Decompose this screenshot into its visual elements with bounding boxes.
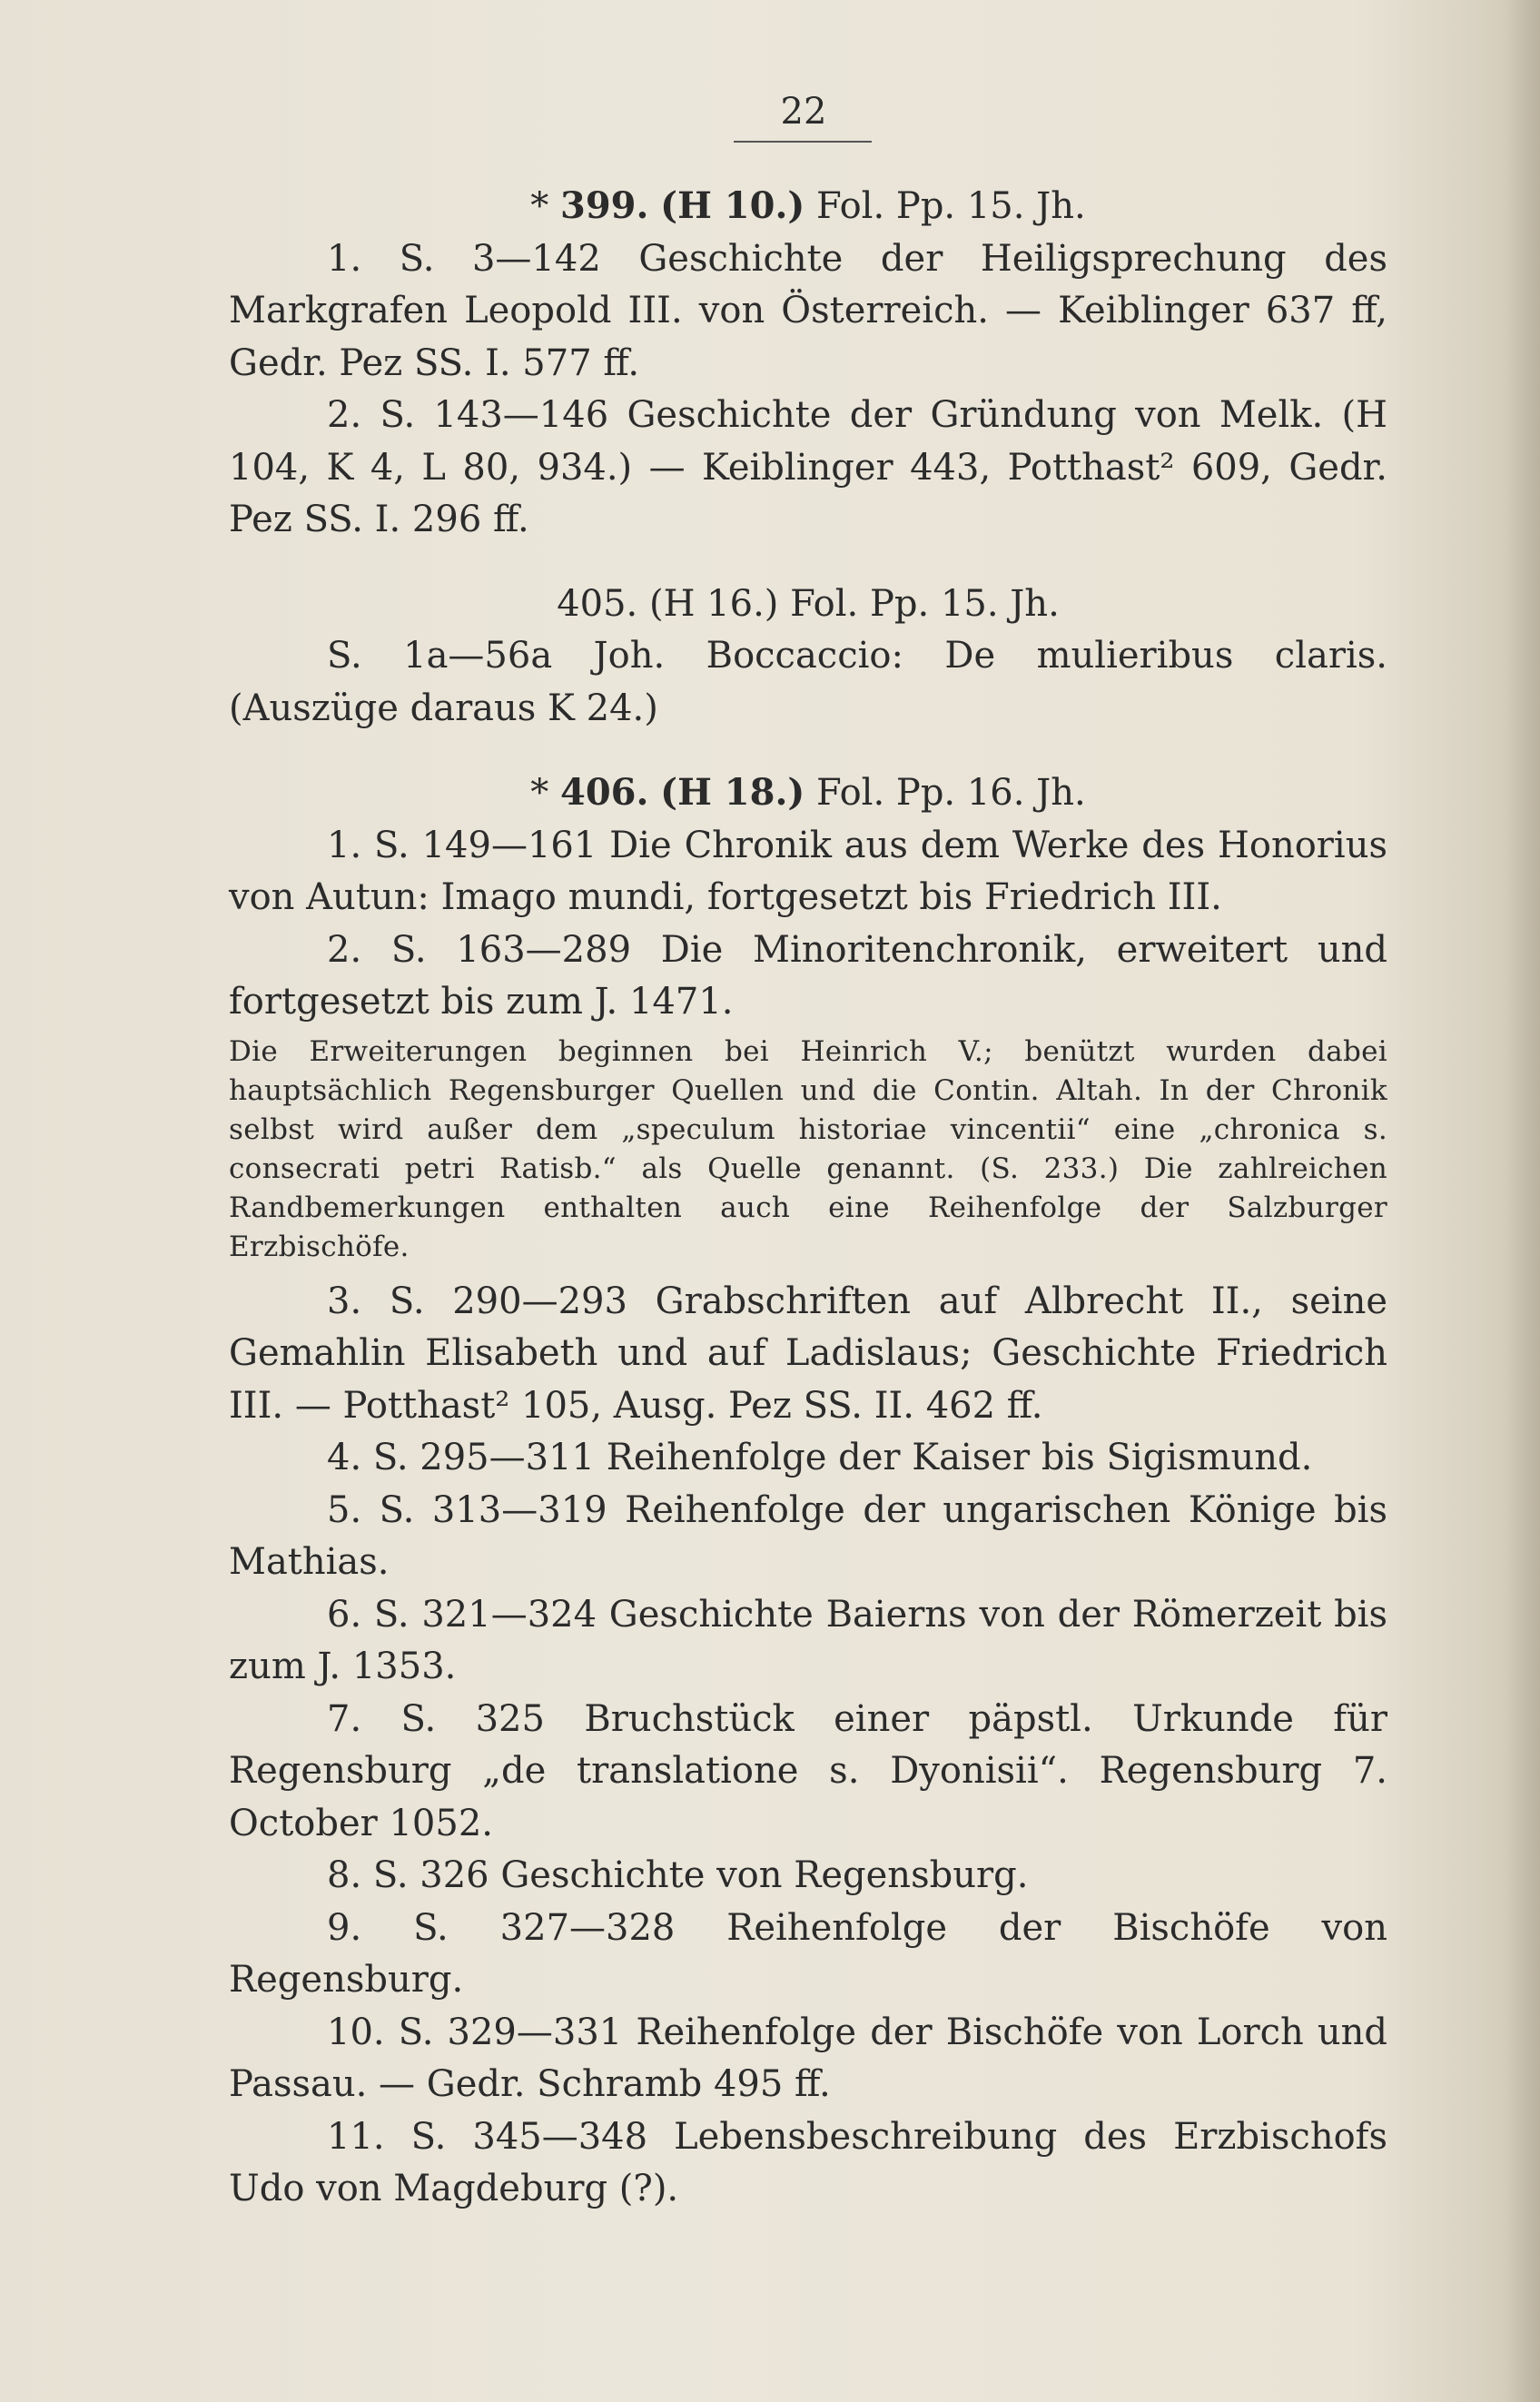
entry-heading-406 [229,766,1387,820]
entry-number: 406. [560,771,649,814]
entry-item: 2. S. 143—146 Geschichte der Gründung von Melk. (H 104, K 4, L 80, 934.) — Keiblinger 443, Potthast² 609, Gedr. Pez SS. I. 296 ff. [229,394,1387,540]
page-edge-shadow [1504,0,1540,2402]
entry-item: 4. S. 295—311 Reihenfolge der Kaiser bis Sigismund. [327,1437,1313,1478]
entry-heading-405: 405. (H 16.) Fol. Pp. 15. Jh. [557,582,1060,625]
entry-star: * [530,772,560,814]
entry-heading-399 [229,180,1387,233]
entry-signature: (H 18.) [660,771,805,814]
page-number: 22 [780,91,827,133]
entry-item: 1. S. 149—161 Die Chronik aus dem Werke des Honorius von Autun: Imago mundi, fortgesetzt bis Friedrich III. [229,824,1387,918]
entry-item: 8. S. 326 Geschichte von Regensburg. [327,1854,1029,1896]
entry-item: 10. S. 329—331 Reihenfolge der Bischöfe von Lorch und Passau. — Gedr. Schramb 495 ff. [229,2011,1387,2105]
entry-item: 3. S. 290—293 Grabschriften auf Albrecht II., seine Gemahlin Elisabeth und auf Ladislaus; Geschichte Friedrich III. — Potthast² 105, Ausg. Pez SS. II. 462 ff. [229,1280,1387,1427]
entry-item: 6. S. 321—324 Geschichte Baierns von der Römerzeit bis zum J. 1353. [229,1593,1387,1687]
entry-star: * [530,185,560,227]
entry-description: Fol. Pp. 15. Jh. [816,185,1086,227]
entry-item: 9. S. 327—328 Reihenfolge der Bischöfe von Regensburg. [229,1906,1387,2001]
entry-item: 1. S. 3—142 Geschichte der Heiligsprechung des Markgrafen Leopold III. von Österreich. — Keiblinger 637 ff, Gedr. Pez SS. I. 577 ff. [229,237,1387,384]
entry-signature: (H 10.) [660,184,805,227]
entry-item: 5. S. 313—319 Reihenfolge der ungarischen Könige bis Mathias. [229,1488,1387,1583]
entry-note: Die Erweiterungen beginnen bei Heinrich V.; benützt wurden dabei hauptsächlich Regensburger Quellen und die Contin. Altah. In der Chronik selbst wird außer dem „speculum historiae vincentii“ eine „chronica s. consecrati petri Ratisb.“ als Quelle genannt. (S. 233.) Die zahlreichen Randbemerkungen enthalten auch eine Reihenfolge der Salzburger Erzbischöfe. [229,1034,1387,1263]
entry-item: 2. S. 163—289 Die Minoritenchronik, erweitert und fortgesetzt bis zum J. 1471. [229,928,1387,1023]
entry-item: 7. S. 325 Bruchstück einer päpstl. Urkunde für Regensburg „de translatione s. Dyonisii“. Regensburg 7. October 1052. [229,1697,1387,1844]
page-number-rule [734,141,872,143]
entry-item: S. 1a—56a Joh. Boccaccio: De mulieribus claris. (Auszüge daraus K 24.) [229,635,1387,729]
entry-description: Fol. Pp. 16. Jh. [816,772,1086,814]
entry-number: 399. [560,184,649,227]
entry-item: 11. S. 345—348 Lebensbeschreibung des Erzbischofs Udo von Magdeburg (?). [229,2115,1387,2209]
page-content [229,180,1387,2216]
